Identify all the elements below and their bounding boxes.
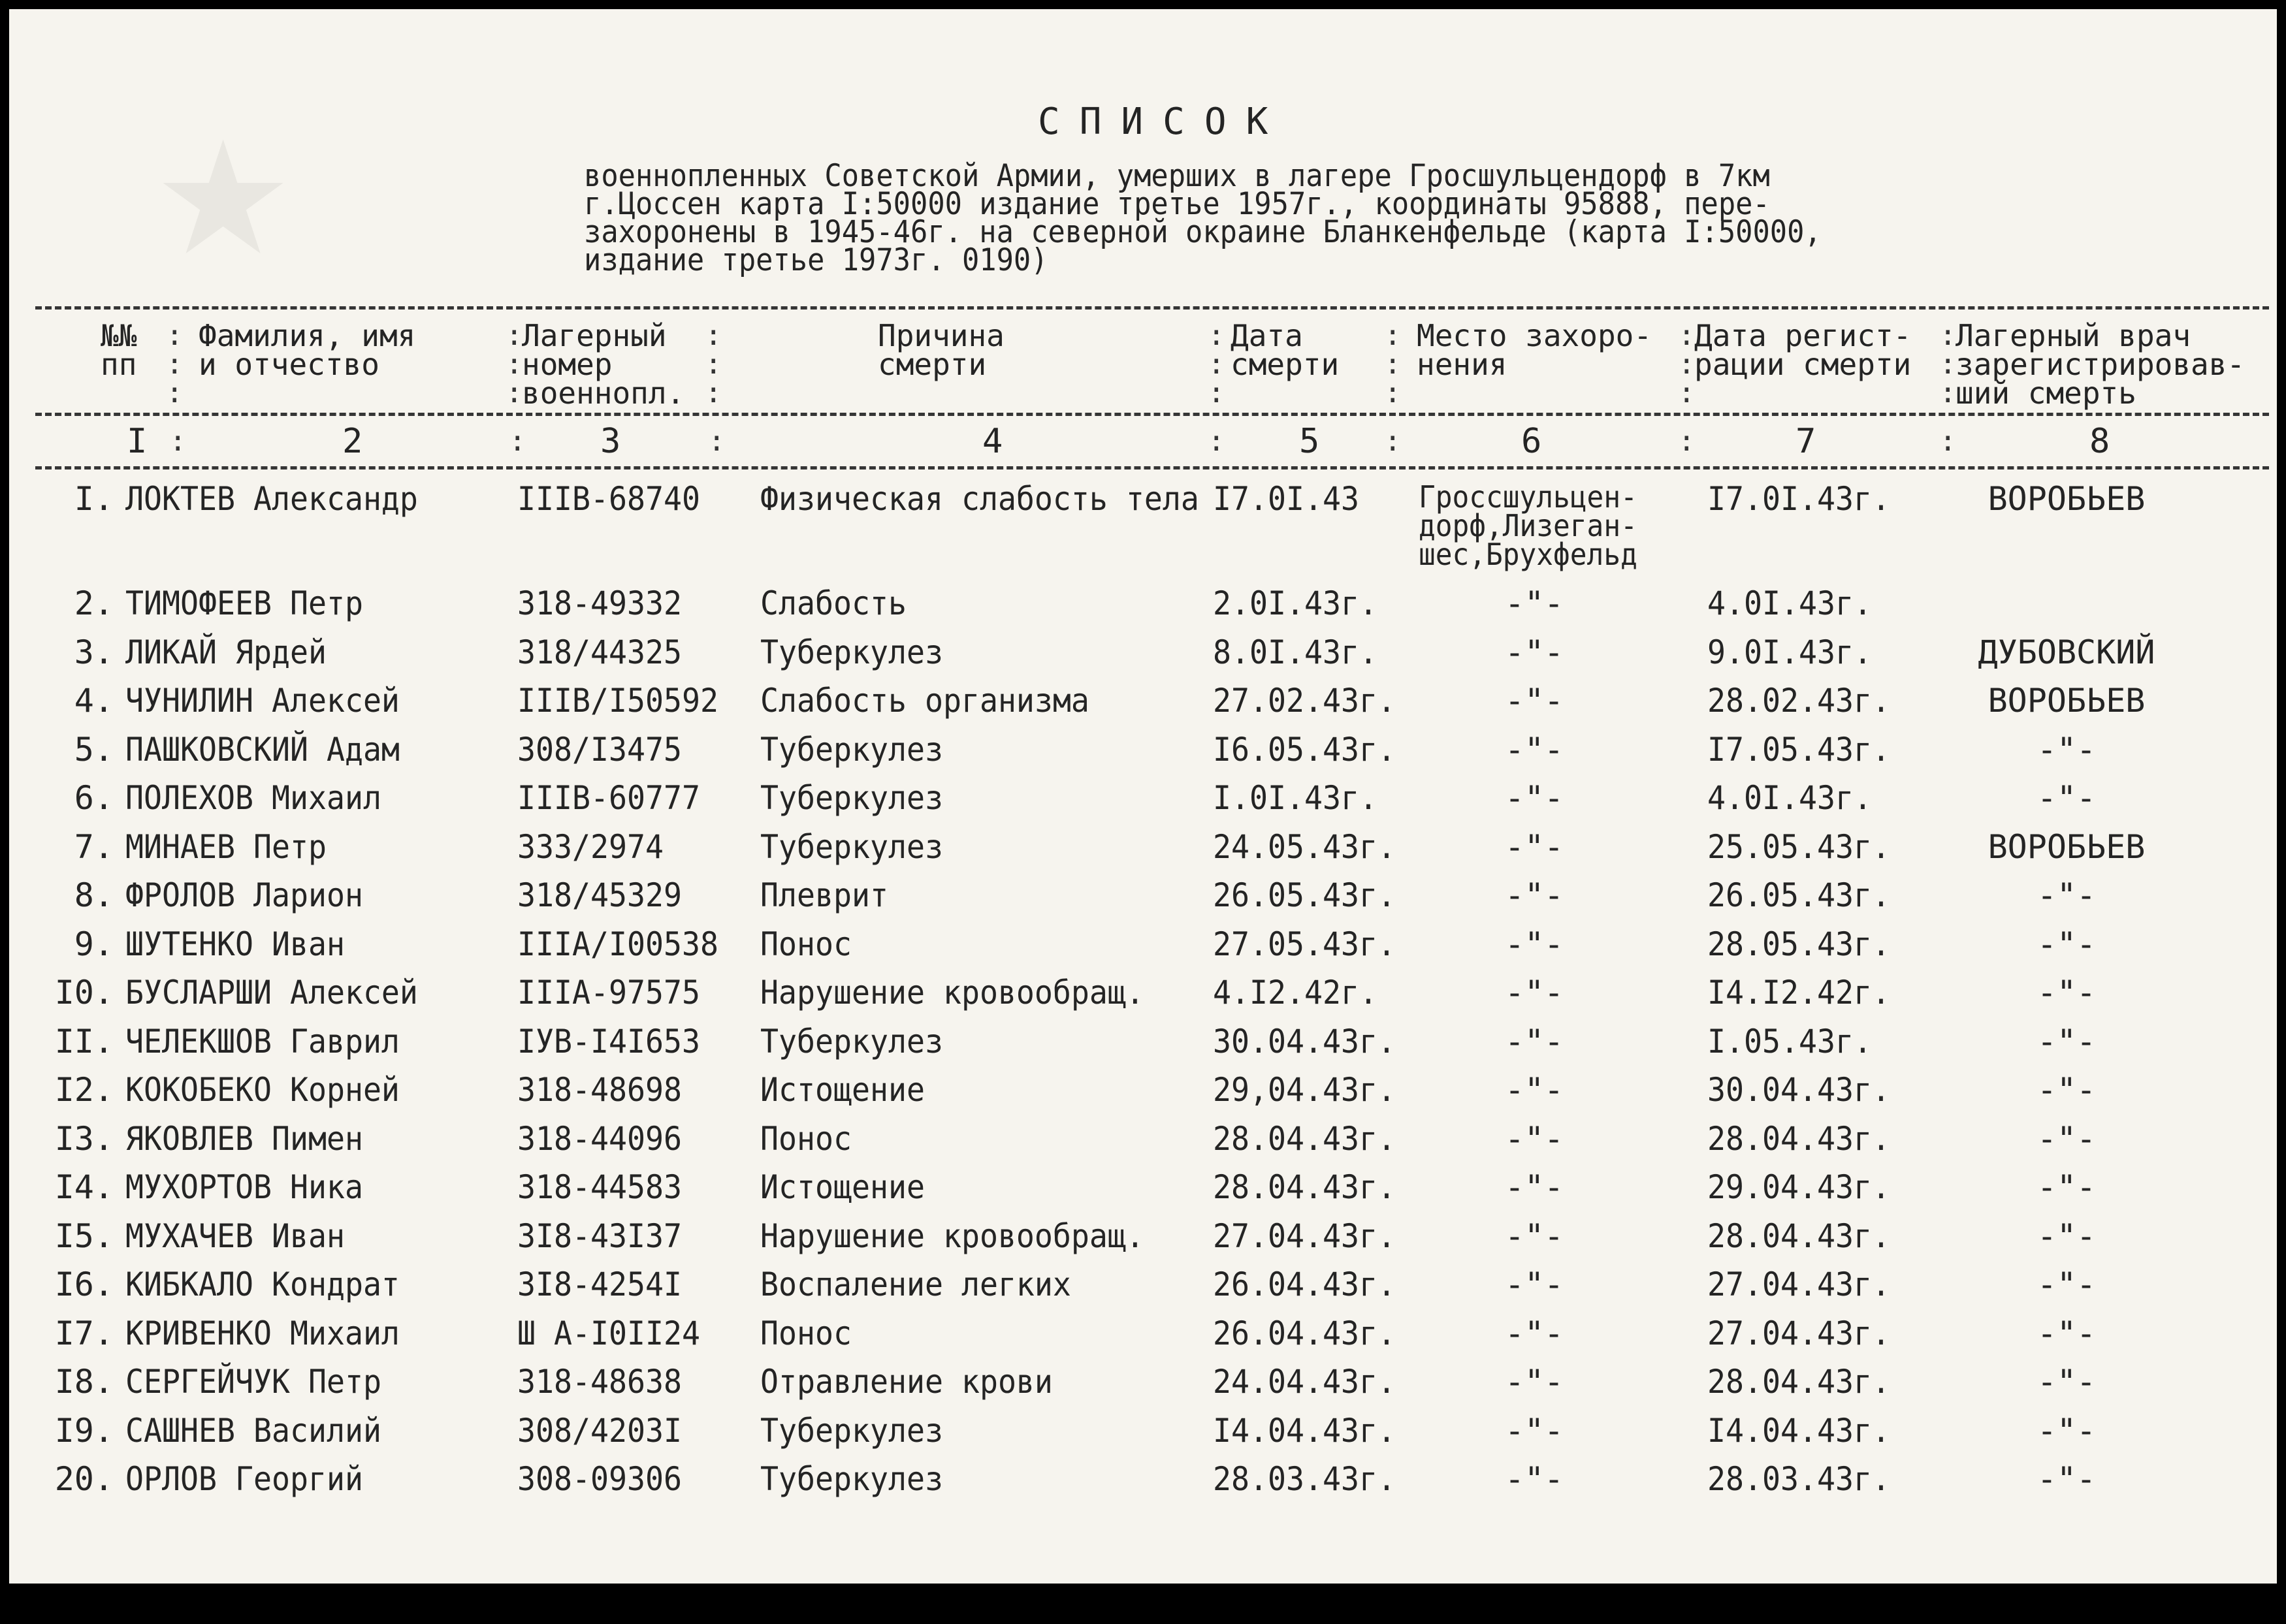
row-burial-place: -"- xyxy=(1504,1314,1564,1352)
row-cause-of-death: Туберкулез xyxy=(760,779,943,817)
row-registration-date: 9.0I.43г. xyxy=(1707,633,1872,671)
row-cause-of-death: Туберкулез xyxy=(760,1022,943,1060)
row-camp-number: 318-48698 xyxy=(517,1071,682,1109)
header-col-1: №№ пп xyxy=(101,318,137,382)
row-camp-number: 308/I3475 xyxy=(517,730,682,769)
row-camp-number: IIIB/I50592 xyxy=(517,682,718,720)
row-registration-date: 29.04.43г. xyxy=(1707,1168,1890,1206)
row-number: I8. xyxy=(54,1363,114,1401)
row-number: II. xyxy=(54,1022,114,1060)
row-camp-doctor: ВОРОБЬЕВ xyxy=(1988,682,2146,720)
row-death-date: 29,04.43г. xyxy=(1213,1071,1396,1109)
row-camp-number: IIIB-68740 xyxy=(517,480,700,518)
row-camp-doctor: -"- xyxy=(2036,730,2097,769)
row-full-name: КРИВЕНКО Михаил xyxy=(125,1314,400,1352)
row-death-date: I4.04.43г. xyxy=(1213,1411,1396,1450)
row-registration-date: 25.05.43г. xyxy=(1707,827,1890,866)
row-death-date: 26.05.43г. xyxy=(1213,876,1396,914)
row-full-name: ЛИКАЙ Ярдей xyxy=(125,633,327,671)
row-death-date: 28.04.43г. xyxy=(1213,1119,1396,1158)
row-camp-doctor: ВОРОБЬЕВ xyxy=(1988,480,2146,518)
row-camp-number: IIIB-60777 xyxy=(517,779,700,817)
row-camp-number: IIIA/I00538 xyxy=(517,925,718,963)
row-registration-date: 28.04.43г. xyxy=(1707,1217,1890,1255)
row-death-date: 27.02.43г. xyxy=(1213,682,1396,720)
row-full-name: ЧЕЛЕКШОВ Гаврил xyxy=(125,1022,400,1060)
header-separator: : : : xyxy=(1939,319,1957,409)
row-burial-place: -"- xyxy=(1504,779,1564,817)
row-camp-number: 3I8-4254I xyxy=(517,1266,682,1303)
header-separator: : : : xyxy=(166,319,184,409)
row-burial-place: -"- xyxy=(1504,925,1564,963)
row-cause-of-death: Туберкулез xyxy=(760,633,943,671)
row-cause-of-death: Понос xyxy=(760,1314,852,1352)
row-cause-of-death: Слабость xyxy=(760,584,907,622)
row-registration-date: I7.0I.43г. xyxy=(1707,480,1890,518)
row-cause-of-death: Туберкулез xyxy=(760,827,943,866)
row-registration-date: 4.0I.43г. xyxy=(1707,584,1872,622)
row-death-date: 26.04.43г. xyxy=(1213,1314,1396,1352)
row-camp-doctor: -"- xyxy=(2036,1314,2097,1352)
header-number-5: 5 xyxy=(1299,422,1320,461)
row-full-name: МИНАЕВ Петр xyxy=(125,827,327,866)
row-camp-number: IУВ-I4I653 xyxy=(517,1022,700,1060)
header-separator: : : : xyxy=(1208,319,1225,409)
row-death-date: 8.0I.43г. xyxy=(1213,633,1377,671)
row-cause-of-death: Понос xyxy=(760,925,852,963)
row-registration-date: 4.0I.43г. xyxy=(1707,779,1872,817)
row-number: I9. xyxy=(54,1411,114,1450)
row-number: 5. xyxy=(74,730,114,769)
row-death-date: I7.0I.43 xyxy=(1213,480,1359,518)
header-col-2: Фамилия, имя и отчество xyxy=(199,318,416,382)
row-cause-of-death: Плеврит xyxy=(760,876,888,914)
row-cause-of-death: Истощение xyxy=(760,1071,925,1109)
row-death-date: 27.05.43г. xyxy=(1213,925,1396,963)
row-number: 6. xyxy=(74,779,114,817)
header-separator: : : : xyxy=(1384,319,1402,409)
header-mid-rule xyxy=(35,413,2269,416)
row-death-date: I.0I.43г. xyxy=(1213,779,1377,817)
row-full-name: СЕРГЕЙЧУК Петр xyxy=(125,1363,381,1401)
header-separator: : xyxy=(1939,424,1957,458)
subtitle-line-4: издание третье 1973г. 0190) xyxy=(584,242,1048,278)
row-cause-of-death: Нарушение кровообращ. xyxy=(760,1217,1144,1255)
row-camp-number: 318-48638 xyxy=(517,1363,682,1401)
row-cause-of-death: Слабость организма xyxy=(760,682,1089,720)
row-camp-doctor: -"- xyxy=(2036,1266,2097,1303)
row-camp-doctor: -"- xyxy=(2036,1022,2097,1060)
row-burial-place: -"- xyxy=(1504,730,1564,769)
row-burial-place: -"- xyxy=(1504,1411,1564,1450)
header-separator: : xyxy=(509,424,526,458)
row-burial-place: -"- xyxy=(1504,974,1564,1011)
row-camp-number: 318/45329 xyxy=(517,876,682,914)
row-full-name: ПАШКОВСКИЙ Адам xyxy=(125,730,400,769)
row-burial-place: -"- xyxy=(1504,1363,1564,1401)
row-full-name: ЯКОВЛЕВ Пимен xyxy=(125,1119,363,1158)
row-number: 3. xyxy=(74,633,114,671)
header-col-6: Место захоро- нения xyxy=(1417,318,1652,382)
row-camp-doctor: -"- xyxy=(2036,876,2097,914)
row-number: 20. xyxy=(54,1460,114,1498)
row-number: I5. xyxy=(54,1217,114,1255)
row-number: I4. xyxy=(54,1168,114,1206)
row-burial-place: -"- xyxy=(1504,633,1564,671)
row-cause-of-death: Туберкулез xyxy=(760,1460,943,1498)
header-number-1: I xyxy=(127,422,148,461)
header-col-8: Лагерный врач зарегистрировав- ший смерть xyxy=(1956,318,2246,411)
row-camp-number: IIIA-97575 xyxy=(517,974,700,1011)
row-registration-date: 30.04.43г. xyxy=(1707,1071,1890,1109)
row-death-date: 2.0I.43г. xyxy=(1213,584,1377,622)
watermark-star-icon: ★ xyxy=(153,107,294,290)
header-separator: : : : xyxy=(705,319,722,409)
row-camp-doctor: ДУБОВСКИЙ xyxy=(1978,633,2155,671)
row-death-date: 4.I2.42г. xyxy=(1213,974,1377,1011)
header-separator: : xyxy=(1208,424,1225,458)
row-cause-of-death: Туберкулез xyxy=(760,730,943,769)
row-full-name: ШУТЕНКО Иван xyxy=(125,925,345,963)
row-registration-date: 27.04.43г. xyxy=(1707,1314,1890,1352)
row-burial-place: -"- xyxy=(1504,1071,1564,1109)
row-registration-date: 28.02.43г. xyxy=(1707,682,1890,720)
header-number-4: 4 xyxy=(982,422,1003,461)
row-number: I2. xyxy=(54,1071,114,1109)
row-burial-place: -"- xyxy=(1504,682,1564,720)
row-full-name: ТИМОФЕЕВ Петр xyxy=(125,584,363,622)
row-camp-doctor: -"- xyxy=(2036,925,2097,963)
row-camp-doctor: -"- xyxy=(2036,1363,2097,1401)
row-cause-of-death: Воспаление легких xyxy=(760,1266,1071,1303)
row-camp-doctor: -"- xyxy=(2036,1168,2097,1206)
row-full-name: ЛОКТЕВ Александр xyxy=(125,480,418,518)
row-registration-date: 28.04.43г. xyxy=(1707,1119,1890,1158)
row-number: I0. xyxy=(54,974,114,1011)
row-registration-date: I4.I2.42г. xyxy=(1707,974,1890,1011)
subtitle-line-1: военнопленных Советской Армии, умерших в лагере Гросшульцендорф в 7км xyxy=(584,158,1770,194)
row-number: 7. xyxy=(74,827,114,866)
row-registration-date: 28.05.43г. xyxy=(1707,925,1890,963)
row-burial-place: -"- xyxy=(1504,1022,1564,1060)
row-burial-place: -"- xyxy=(1504,1119,1564,1158)
header-bottom-rule xyxy=(35,466,2269,470)
row-full-name: САШНЕВ Василий xyxy=(125,1411,381,1450)
row-registration-date: 28.03.43г. xyxy=(1707,1460,1890,1498)
row-death-date: 27.04.43г. xyxy=(1213,1217,1396,1255)
row-number: I6. xyxy=(54,1266,114,1303)
row-cause-of-death: Туберкулез xyxy=(760,1411,943,1450)
header-col-4: Причина смерти xyxy=(878,318,1005,382)
header-number-7: 7 xyxy=(1795,422,1816,461)
row-full-name: ФРОЛОВ Ларион xyxy=(125,876,363,914)
row-death-date: 28.04.43г. xyxy=(1213,1168,1396,1206)
header-separator: : xyxy=(1384,424,1402,458)
row-burial-place: -"- xyxy=(1504,1266,1564,1303)
row-camp-number: 318-44096 xyxy=(517,1119,682,1158)
document-title: СПИСОК xyxy=(1038,101,1288,143)
subtitle-line-3: захоронены в 1945-46г. на северной окраине Бланкенфельде (карта I:50000, xyxy=(584,214,1822,250)
row-camp-number: 318-49332 xyxy=(517,584,682,622)
header-separator: : xyxy=(169,424,187,458)
row-death-date: 24.04.43г. xyxy=(1213,1363,1396,1401)
row-camp-doctor: -"- xyxy=(2036,1071,2097,1109)
row-camp-number: 333/2974 xyxy=(517,827,664,866)
row-number: I7. xyxy=(54,1314,114,1352)
row-camp-number: 308-09306 xyxy=(517,1460,682,1498)
header-number-6: 6 xyxy=(1521,422,1542,461)
header-col-5: Дата смерти xyxy=(1231,318,1340,382)
header-number-2: 2 xyxy=(342,422,363,461)
row-full-name: МУХАЧЕВ Иван xyxy=(125,1217,345,1255)
row-full-name: ЧУНИЛИН Алексей xyxy=(125,682,400,720)
row-camp-doctor: -"- xyxy=(2036,1217,2097,1255)
header-col-3: Лагерный номер военнопл. xyxy=(522,318,685,411)
row-death-date: 24.05.43г. xyxy=(1213,827,1396,866)
row-camp-doctor: -"- xyxy=(2036,974,2097,1011)
row-full-name: КОКОБЕКО Корней xyxy=(125,1071,400,1109)
row-camp-number: Ш А-I0II24 xyxy=(517,1314,700,1352)
header-col-7: Дата регист- рации смерти xyxy=(1694,318,1912,382)
row-death-date: I6.05.43г. xyxy=(1213,730,1396,769)
row-registration-date: I.05.43г. xyxy=(1707,1022,1872,1060)
row-burial-place: -"- xyxy=(1504,584,1564,622)
row-number: I. xyxy=(74,480,114,518)
header-separator: : xyxy=(1678,424,1696,458)
row-burial-place: -"- xyxy=(1504,1168,1564,1206)
header-number-8: 8 xyxy=(2089,422,2110,461)
row-camp-doctor: -"- xyxy=(2036,1119,2097,1158)
row-camp-doctor: -"- xyxy=(2036,779,2097,817)
subtitle-line-2: г.Цоссен карта I:50000 издание третье 1957г., координаты 95888, пере- xyxy=(584,186,1770,222)
row-registration-date: I4.04.43г. xyxy=(1707,1411,1890,1450)
row-registration-date: 26.05.43г. xyxy=(1707,876,1890,914)
row-number: I3. xyxy=(54,1119,114,1158)
row-cause-of-death: Истощение xyxy=(760,1168,925,1206)
row-camp-number: 3I8-43I37 xyxy=(517,1217,682,1255)
row-cause-of-death: Нарушение кровообращ. xyxy=(760,974,1144,1011)
row-camp-number: 318/44325 xyxy=(517,633,682,671)
row-death-date: 26.04.43г. xyxy=(1213,1266,1396,1303)
header-separator: : xyxy=(708,424,726,458)
row-full-name: КИБКАЛО Кондрат xyxy=(125,1266,400,1303)
row-number: 2. xyxy=(74,584,114,622)
row-registration-date: 28.04.43г. xyxy=(1707,1363,1890,1401)
header-top-rule xyxy=(35,306,2269,310)
row-cause-of-death: Физическая слабость тела xyxy=(760,480,1199,518)
header-separator: : : : xyxy=(506,319,523,409)
row-camp-doctor: -"- xyxy=(2036,1411,2097,1450)
row-camp-doctor: ВОРОБЬЕВ xyxy=(1988,827,2146,866)
row-death-date: 28.03.43г. xyxy=(1213,1460,1396,1498)
row-registration-date: I7.05.43г. xyxy=(1707,730,1890,769)
header-separator: : : : xyxy=(1678,319,1696,409)
row-registration-date: 27.04.43г. xyxy=(1707,1266,1890,1303)
row-camp-number: 308/4203I xyxy=(517,1411,682,1450)
row-full-name: ОРЛОВ Георгий xyxy=(125,1460,363,1498)
row-burial-place: -"- xyxy=(1504,1217,1564,1255)
row-number: 8. xyxy=(74,876,114,914)
header-number-3: 3 xyxy=(600,422,621,461)
row-number: 9. xyxy=(74,925,114,963)
row-death-date: 30.04.43г. xyxy=(1213,1022,1396,1060)
row-burial-place: -"- xyxy=(1504,876,1564,914)
row-camp-number: 318-44583 xyxy=(517,1168,682,1206)
row-burial-place: -"- xyxy=(1504,827,1564,866)
row-number: 4. xyxy=(74,682,114,720)
row-camp-doctor: -"- xyxy=(2036,1460,2097,1498)
row-full-name: МУХОРТОВ Ника xyxy=(125,1168,363,1206)
row-cause-of-death: Понос xyxy=(760,1119,852,1158)
document-page xyxy=(9,9,2277,1615)
row-burial-place: Гроссшульцен- дорф,Лизеган- шес,Брухфельд xyxy=(1419,479,1637,572)
row-full-name: ПОЛЕХОВ Михаил xyxy=(125,779,381,817)
row-burial-place: -"- xyxy=(1504,1460,1564,1498)
row-full-name: БУСЛАРШИ Алексей xyxy=(125,974,418,1011)
row-cause-of-death: Отравление крови xyxy=(760,1363,1053,1401)
